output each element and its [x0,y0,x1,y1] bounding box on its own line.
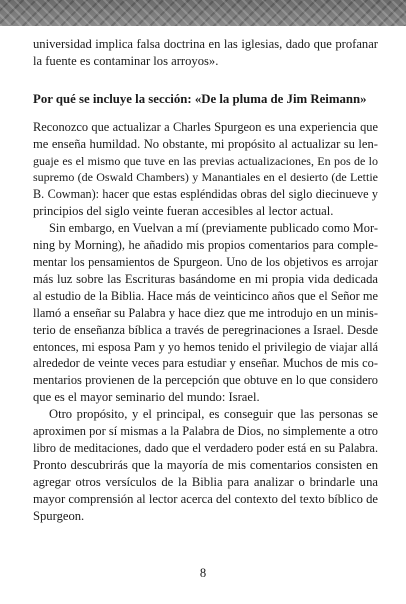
paragraph-line: entonces, mi esposa Pam y yo hemos tenido el privilegio de viajar allá [33,339,378,354]
paragraph-line: aproximen por sí mismas a la Palabra de Dios, no simplemente a otro [33,424,378,439]
heading-gap [33,108,378,119]
paragraph-line: alrededor de veinte veces para estudiar y enseñar. Muchos de mis co- [33,356,378,371]
section-heading: Por qué se incluye la sección: «De la pluma de Jim Reimann» [33,91,367,106]
paragraph-line: mentarios provienen de la percepción que obtuve en lo que considero [33,373,378,388]
section-gap [33,70,378,91]
paragraph-line: ning by Morning), he añadido mis propios comentarios para comple- [33,238,378,253]
paragraph-line: terio de enseñanza bíblica a través de peregrinaciones a Israel. Desde [33,322,378,337]
paragraph-line: Reconozco que actualizar a Charles Spurgeon es una experiencia que [33,119,378,134]
page-body [33,36,378,524]
paragraph-line: al estudio de la Biblia. Hace más de veinticinco años que el Señor me [33,288,378,303]
paragraph-line: Pronto descubrirás que la mayoría de mis comentarios consisten en [33,457,378,472]
paragraph-line: B. Cowman): hacer que estas espléndidas obras del siglo diecinueve y [33,187,378,202]
paragraph-line: me enseña humildad. No obstante, mi propósito al actualizar su len- [33,136,378,151]
paragraph-line: Otro propósito, y el principal, es conseguir que las personas se [49,407,378,422]
paragraph-line: supremo (de Oswald Chambers) y Manantiales en el desierto (de Lettie [33,170,378,185]
paragraph-line: mentar los pensamientos de Spurgeon. Uno de los objetivos es arrojar [33,254,378,269]
paragraph-line: principios del siglo veinte fueran accesibles al lector actual. [33,204,334,219]
paragraph-line: agregar otros versículos de la Biblia para analizar o brindarle una [33,474,378,489]
paragraph-line: llamó a enseñar su Palabra y hace diez que me introdujo en un minis- [33,305,378,320]
paragraph-line: Spurgeon. [33,508,85,523]
paragraph-line: mayor comprensión al lector acerca del contexto del texto bíblico de [33,491,378,506]
intro-line: la fuente es contaminar los arroyos». [33,53,219,68]
page-number: 8 [199,566,207,580]
paragraph-line: libro de meditaciones, dado que el verdadero poder está en su Palabra. [33,440,378,455]
paragraph-line: Sin embargo, en Vuelvan a mí (previamente publicado como Mor- [49,221,378,236]
paragraph-line: guaje es el mismo que tuve en las previas actualizaciones, En pos de lo [33,153,378,168]
decorative-header-band [0,0,406,26]
paragraph-line: que es el mayor seminario del mundo: Israel. [33,390,260,405]
paragraph-line: más luz sobre las Escrituras basándome en mi propia vida dedicada [33,271,378,286]
intro-line: universidad implica falsa doctrina en las iglesias, dado que profanar [33,37,378,51]
